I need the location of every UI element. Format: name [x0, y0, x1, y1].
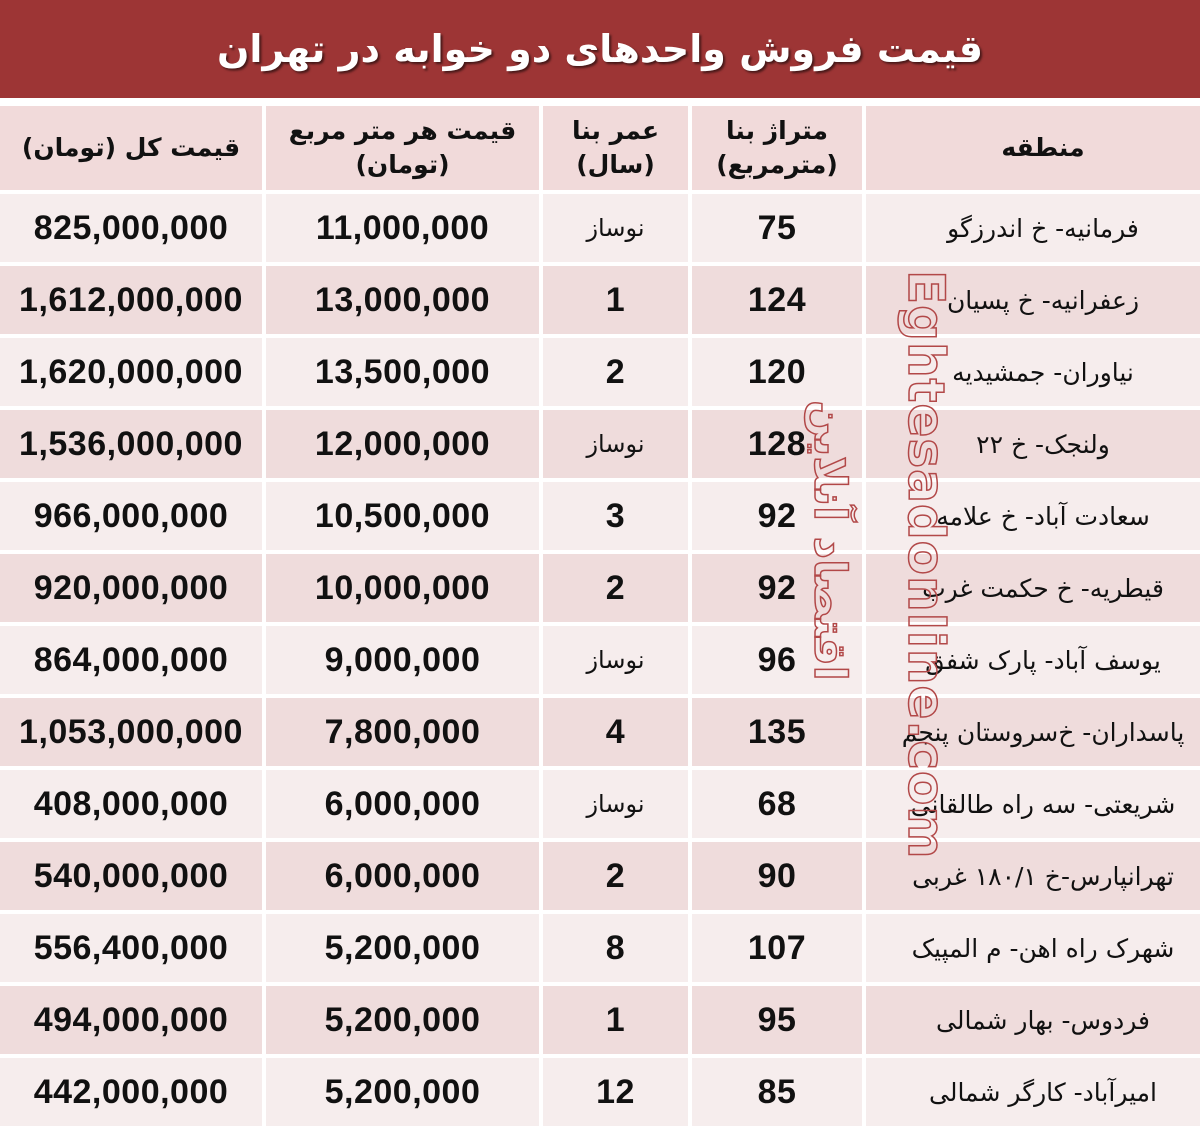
cell-price-per-m2: 10,500,000 [266, 482, 539, 550]
cell-total-price: 920,000,000 [0, 554, 262, 622]
cell-total-price: 494,000,000 [0, 986, 262, 1054]
cell-region: فردوس- بهار شمالی [866, 986, 1200, 1054]
cell-area: 120 [692, 338, 862, 406]
cell-total-price: 540,000,000 [0, 842, 262, 910]
header-price-per-m2: قیمت هر متر مربع (تومان) [266, 106, 539, 190]
cell-age: نوساز [543, 626, 688, 694]
cell-price-per-m2: 12,000,000 [266, 410, 539, 478]
cell-age: 2 [543, 554, 688, 622]
cell-age: 1 [543, 266, 688, 334]
cell-area: 92 [692, 482, 862, 550]
cell-price-per-m2: 6,000,000 [266, 842, 539, 910]
cell-price-per-m2: 11,000,000 [266, 194, 539, 262]
cell-age: 1 [543, 986, 688, 1054]
cell-area: 75 [692, 194, 862, 262]
cell-region: زعفرانیه- خ پسیان [866, 266, 1200, 334]
cell-price-per-m2: 7,800,000 [266, 698, 539, 766]
cell-area: 96 [692, 626, 862, 694]
cell-total-price: 1,620,000,000 [0, 338, 262, 406]
cell-price-per-m2: 10,000,000 [266, 554, 539, 622]
cell-region: سعادت آباد- خ علامه [866, 482, 1200, 550]
cell-total-price: 1,053,000,000 [0, 698, 262, 766]
cell-region: شریعتی- سه راه طالقانی [866, 770, 1200, 838]
cell-region: امیرآباد- کارگر شمالی [866, 1058, 1200, 1126]
header-age: عمر بنا (سال) [543, 106, 688, 190]
cell-area: 107 [692, 914, 862, 982]
table-row [0, 1058, 1200, 1126]
cell-region: شهرک راه اهن- م المپیک [866, 914, 1200, 982]
cell-price-per-m2: 13,000,000 [266, 266, 539, 334]
cell-age: 12 [543, 1058, 688, 1126]
cell-total-price: 825,000,000 [0, 194, 262, 262]
cell-price-per-m2: 6,000,000 [266, 770, 539, 838]
cell-area: 124 [692, 266, 862, 334]
table-row [0, 698, 1200, 766]
table-row [0, 986, 1200, 1054]
header-row [0, 106, 1200, 190]
cell-total-price: 1,612,000,000 [0, 266, 262, 334]
header-area: متراژ بنا (مترمربع) [692, 106, 862, 190]
cell-age: نوساز [543, 410, 688, 478]
cell-price-per-m2: 13,500,000 [266, 338, 539, 406]
cell-price-per-m2: 5,200,000 [266, 986, 539, 1054]
cell-price-per-m2: 9,000,000 [266, 626, 539, 694]
cell-age: 4 [543, 698, 688, 766]
cell-area: 68 [692, 770, 862, 838]
cell-age: 8 [543, 914, 688, 982]
table-row [0, 770, 1200, 838]
table-row [0, 482, 1200, 550]
table-row [0, 266, 1200, 334]
cell-price-per-m2: 5,200,000 [266, 1058, 539, 1126]
table-row [0, 842, 1200, 910]
cell-region: فرمانیه- خ اندرزگو [866, 194, 1200, 262]
price-table [0, 102, 1200, 1130]
table-row [0, 338, 1200, 406]
cell-total-price: 408,000,000 [0, 770, 262, 838]
cell-age: 2 [543, 842, 688, 910]
cell-region: قیطریه- خ حکمت غرب [866, 554, 1200, 622]
header-total-price: قیمت کل (تومان) [0, 106, 262, 190]
table-row [0, 194, 1200, 262]
title-band [0, 0, 1200, 102]
table-row [0, 410, 1200, 478]
cell-age: نوساز [543, 770, 688, 838]
cell-area: 128 [692, 410, 862, 478]
cell-total-price: 442,000,000 [0, 1058, 262, 1126]
cell-area: 90 [692, 842, 862, 910]
cell-region: پاسداران- خ‌سروستان پنجم [866, 698, 1200, 766]
cell-total-price: 966,000,000 [0, 482, 262, 550]
cell-total-price: 864,000,000 [0, 626, 262, 694]
header-region: منطقه [866, 106, 1200, 190]
table-row [0, 914, 1200, 982]
cell-total-price: 556,400,000 [0, 914, 262, 982]
cell-region: ولنجک- خ ۲۲ [866, 410, 1200, 478]
cell-area: 135 [692, 698, 862, 766]
cell-region: نیاوران- جمشیدیه [866, 338, 1200, 406]
table-row [0, 554, 1200, 622]
cell-age: نوساز [543, 194, 688, 262]
cell-total-price: 1,536,000,000 [0, 410, 262, 478]
cell-age: 2 [543, 338, 688, 406]
table-row [0, 626, 1200, 694]
cell-area: 95 [692, 986, 862, 1054]
cell-region: تهرانپارس-خ ۱۸۰/۱ غربی [866, 842, 1200, 910]
page-title: قیمت فروش واحدهای دو خوابه در تهران [217, 27, 983, 71]
cell-age: 3 [543, 482, 688, 550]
cell-price-per-m2: 5,200,000 [266, 914, 539, 982]
cell-region: یوسف آباد- پارک شفق [866, 626, 1200, 694]
cell-area: 85 [692, 1058, 862, 1126]
cell-area: 92 [692, 554, 862, 622]
